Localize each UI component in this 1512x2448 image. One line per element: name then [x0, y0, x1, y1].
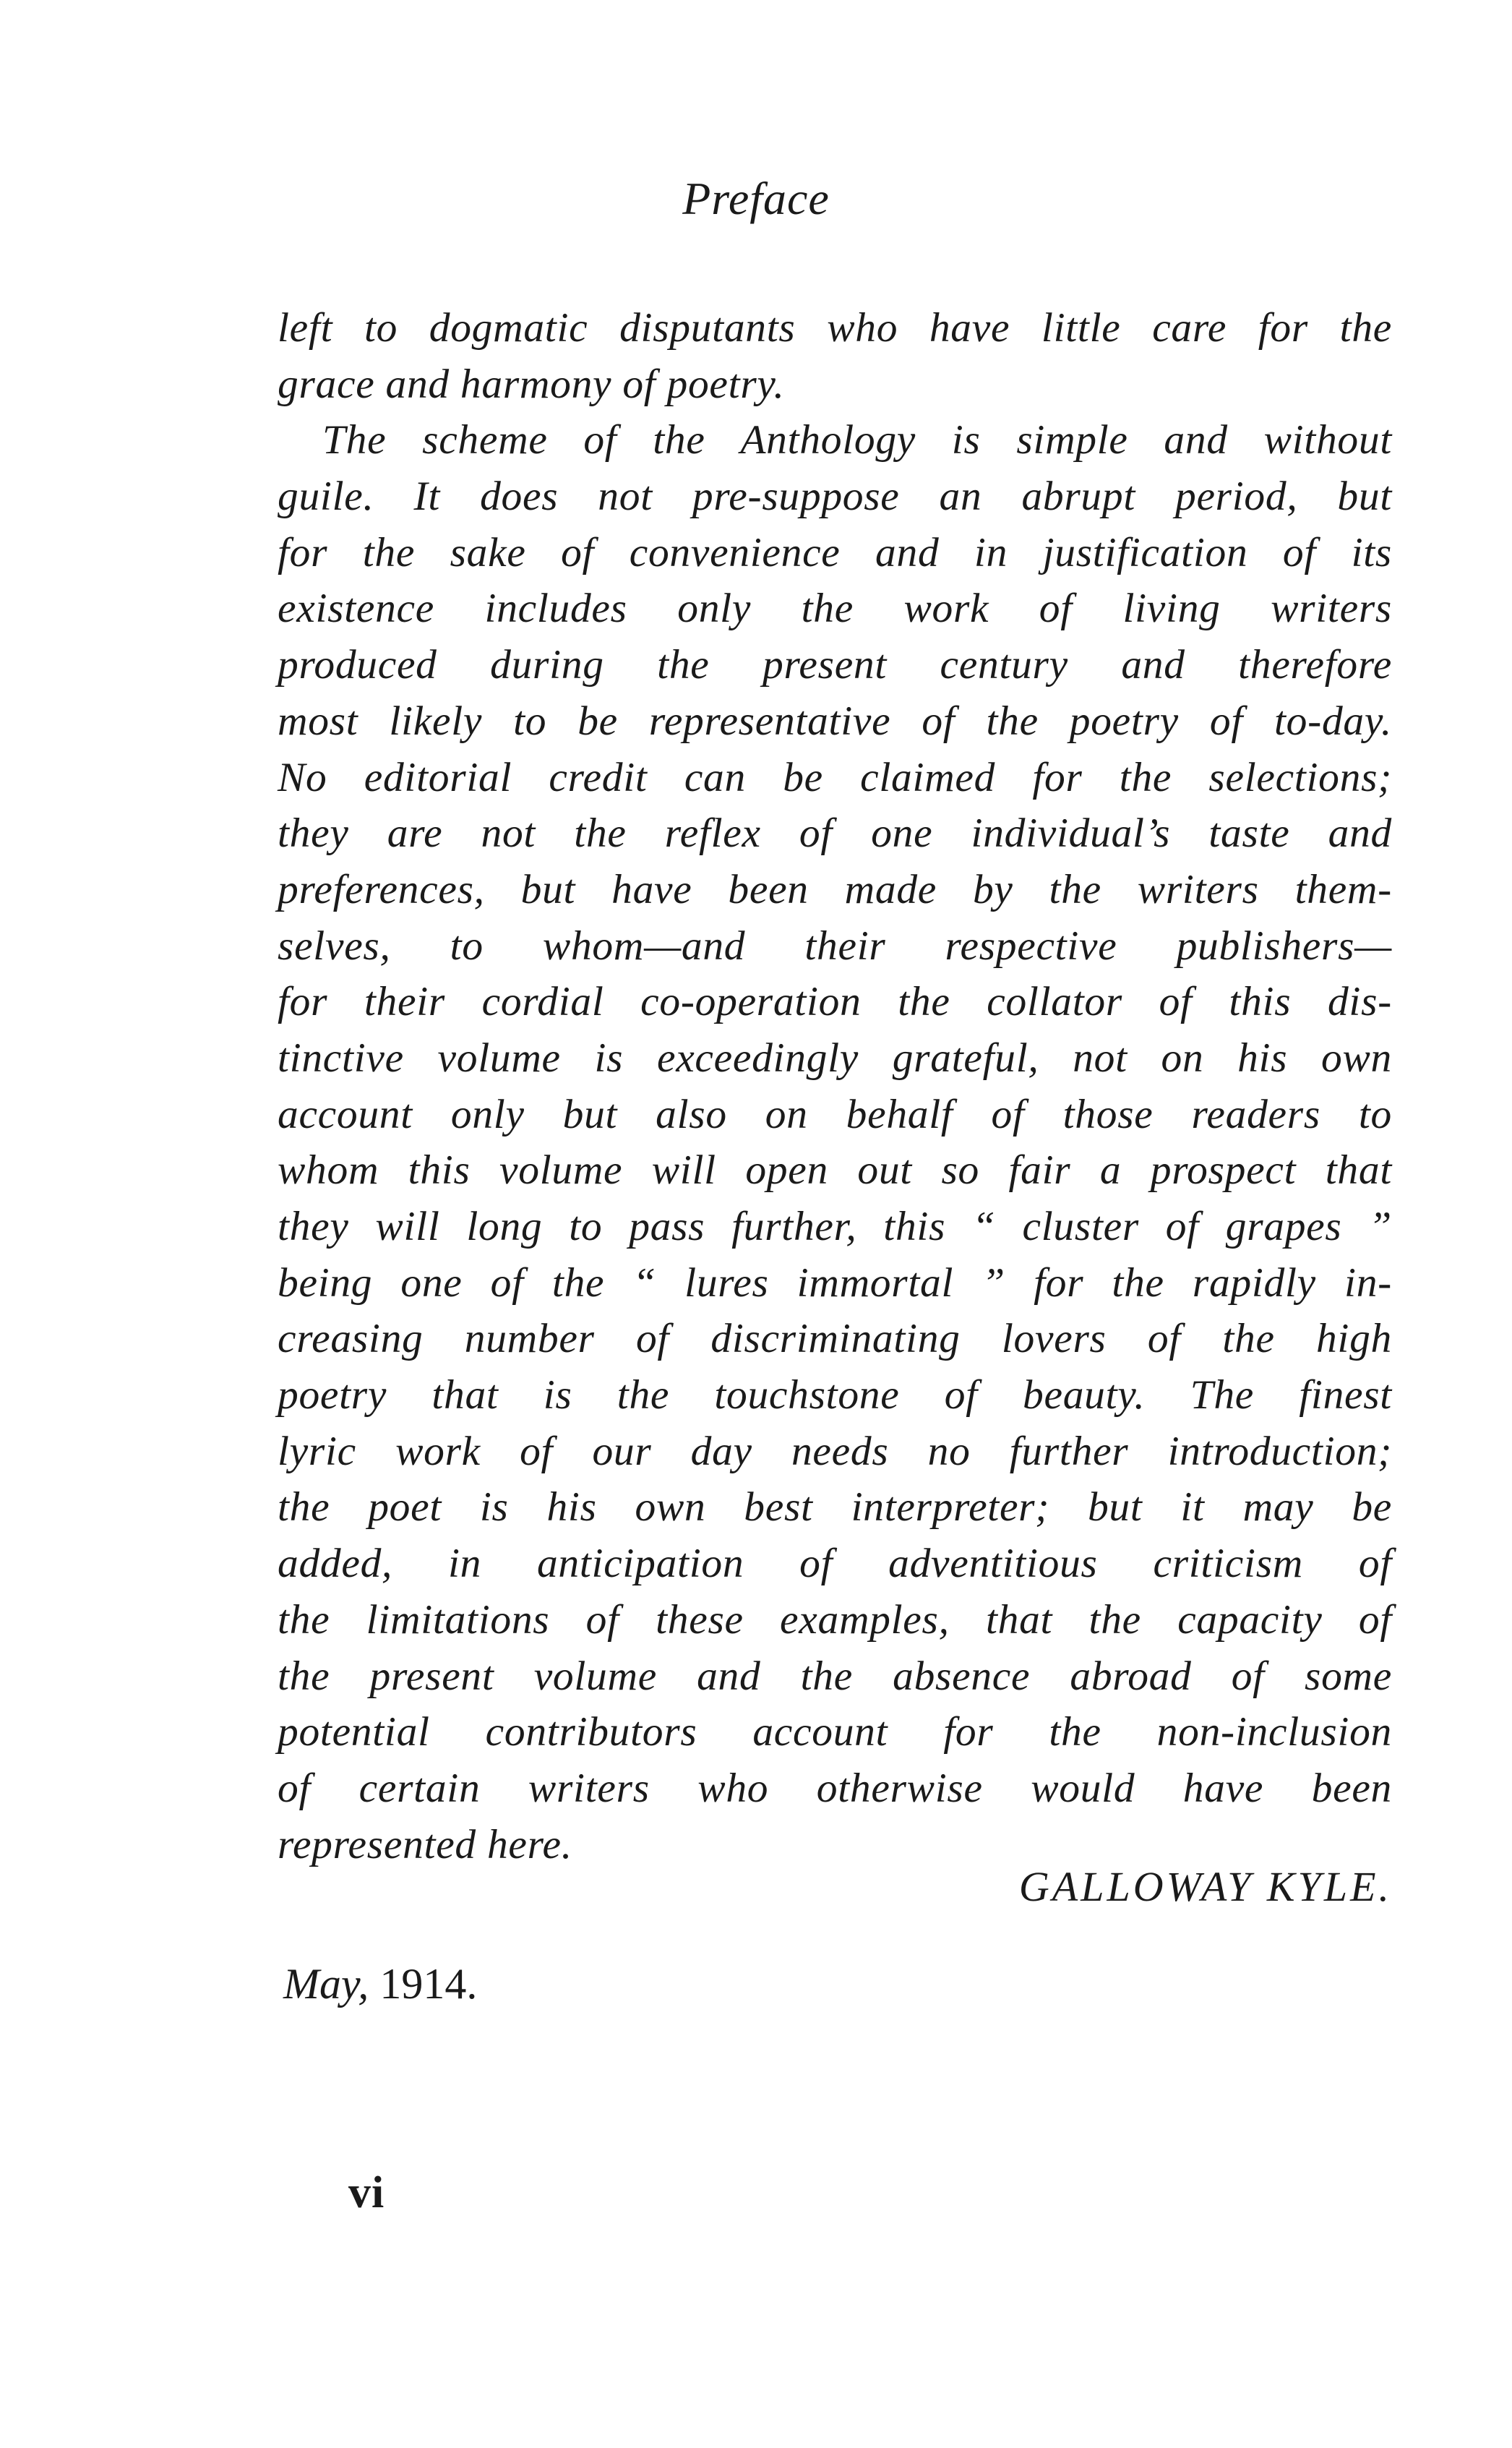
text-line: for their cordial co-operation the collator of this dis- — [278, 979, 1392, 1025]
page-number: vi — [348, 2168, 385, 2217]
text-line: selves, to whom—and their respective publishers— — [278, 923, 1392, 969]
preface-body — [278, 300, 1392, 1873]
text-line: lyric work of our day needs no further introduction; — [278, 1428, 1392, 1474]
text-line: most likely to be representative of the poetry of to-day. — [278, 698, 1392, 744]
text-line: produced during the present century and therefore — [278, 642, 1392, 688]
text-line: for the sake of convenience and in justification of its — [278, 529, 1392, 575]
text-line: they are not the reflex of one individual’s taste and — [278, 810, 1392, 857]
text-line: they will long to pass further, this “ cluster of grapes ” — [278, 1204, 1392, 1249]
text-line: whom this volume will open out so fair a prospect that — [278, 1147, 1392, 1194]
text-line: preferences, but have been made by the writers them- — [278, 866, 1392, 912]
author-signature: GALLOWAY KYLE. — [1018, 1863, 1392, 1910]
text-line: grace and harmony of poetry. — [278, 361, 785, 407]
text-line: creasing number of discriminating lovers of the high — [278, 1316, 1392, 1362]
date-line — [283, 1959, 477, 2009]
text-line: potential contributors account for the non-inclusion — [278, 1709, 1392, 1755]
date-year: 1914. — [379, 1960, 478, 2008]
text-line: poetry that is the touchstone of beauty. The finest — [278, 1372, 1392, 1418]
text-line: account only but also on behalf of those readers to — [278, 1091, 1392, 1137]
text-line: the present volume and the absence abroad of some — [278, 1653, 1392, 1699]
text-line: added, in anticipation of adventitious criticism of — [278, 1541, 1392, 1587]
text-line: No editorial credit can be claimed for the selections; — [278, 754, 1392, 800]
date-month: May, — [283, 1960, 369, 2008]
text-line: the poet is his own best interpreter; but it may be — [278, 1484, 1392, 1531]
text-line: represented here. — [278, 1821, 572, 1867]
text-line: The scheme of the Anthology is simple and without — [322, 417, 1392, 463]
text-line: being one of the “ lures immortal ” for the rapidly in- — [278, 1259, 1392, 1306]
text-line: tinctive volume is exceedingly grateful, not on his own — [278, 1035, 1392, 1081]
text-line: left to dogmatic disputants who have little care for the — [278, 305, 1392, 351]
text-line: the limitations of these examples, that the capacity of — [278, 1596, 1392, 1643]
text-line: existence includes only the work of living writers — [278, 586, 1392, 632]
text-line: of certain writers who otherwise would have been — [278, 1765, 1392, 1811]
text-line: guile. It does not pre-suppose an abrupt period, but — [278, 474, 1392, 520]
page-title: Preface — [682, 173, 830, 224]
